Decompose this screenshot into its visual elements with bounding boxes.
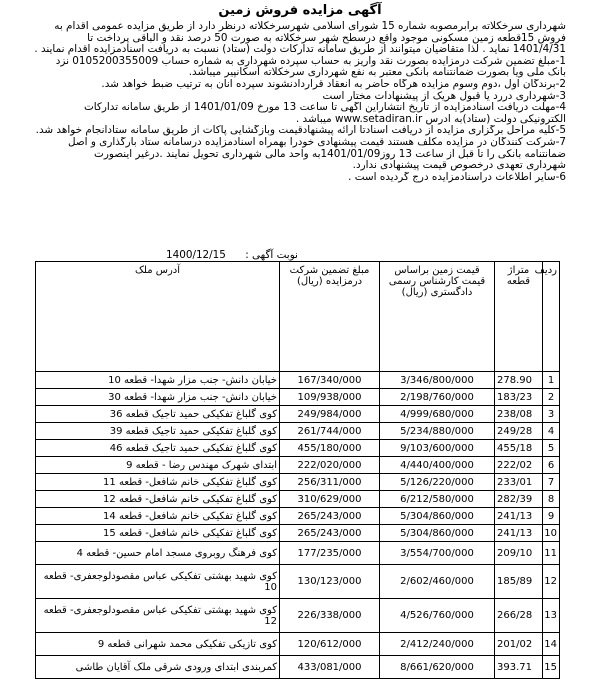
cell-row-number: 7 (543, 474, 560, 491)
cell-area: 233/01 (495, 474, 543, 491)
cell-row-number: 8 (543, 491, 560, 508)
cell-price: 2/412/240/000 (380, 633, 495, 656)
cell-area: 241/13 (495, 525, 543, 542)
table-row (36, 474, 560, 491)
table-body (36, 372, 560, 679)
paragraph-line: الکترونیکی دولت (ستاد)به آدرس www.setadiran.ir میباشد . (295, 113, 566, 125)
cell-address: کوی گلباغ تفکیکی حمید تاجیک قطعه 46 (36, 440, 280, 457)
cell-address: کوی فرهنگ روبروی مسجد امام حسین- قطعه 4 (36, 542, 280, 565)
table-row (36, 406, 560, 423)
cell-row-number: 12 (543, 565, 560, 599)
cell-price: 5/304/860/000 (380, 508, 495, 525)
cell-row-number: 13 (543, 599, 560, 633)
cell-area: 249/28 (495, 423, 543, 440)
table-row (36, 633, 560, 656)
cell-row-number: 14 (543, 633, 560, 656)
cell-price: 4/526/760/000 (380, 599, 495, 633)
paragraph-line: 2-برندگان اول ،دوم وسوم مزایده هرگاه حاضر به انعقاد قراردادنشوند سپرده آنان به ترتیب ضبط خواهد شد. (101, 78, 566, 90)
cell-deposit: 226/338/000 (280, 599, 380, 633)
cell-area: 201/02 (495, 633, 543, 656)
cell-area: 185/89 (495, 565, 543, 599)
table-row (36, 599, 560, 633)
table-header-row (36, 262, 560, 372)
paragraph-line: 5-کلیه مراحل برگزاری مزایده از دریافت اسنادتا ارائه پیشنهادقیمت وبازگشایی پاکات از طریق سامانه ستادانجام خواهد شد. (35, 125, 566, 137)
header-price: قیمت زمین براساس قیمت کارشناس رسمی دادگستری (ریال) (380, 262, 495, 372)
cell-address: کوی شهید بهشتی تفکیکی عباس مقصودلوجعفری- قطعه 12 (36, 599, 280, 633)
publish-line (150, 249, 298, 261)
publish-date: 1400/12/15 (166, 249, 226, 261)
header-row-number: ردیف (543, 262, 560, 372)
cell-deposit: 310/629/000 (280, 491, 380, 508)
cell-row-number: 11 (543, 542, 560, 565)
cell-deposit: 167/340/000 (280, 372, 380, 389)
cell-area: 266/28 (495, 599, 543, 633)
cell-row-number: 2 (543, 389, 560, 406)
cell-deposit: 433/081/000 (280, 656, 380, 679)
cell-address: خیابان دانش- جنب مزار شهدا- قطعه 30 (36, 389, 280, 406)
ad-body (34, 21, 566, 183)
paragraph-line: 3-شهرداری دررد یا قبول هریک از پیشنهادات مختار است (322, 90, 566, 102)
publish-label: نوبت آگهی : (245, 249, 298, 261)
cell-row-number: 5 (543, 440, 560, 457)
cell-area: 278.90 (495, 372, 543, 389)
cell-deposit: 265/243/000 (280, 525, 380, 542)
cell-price: 6/212/580/000 (380, 491, 495, 508)
cell-address: خیابان دانش- جنب مزار شهدا- قطعه 10 (36, 372, 280, 389)
cell-price: 5/126/220/000 (380, 474, 495, 491)
cell-address: کمربندی ابتدای ورودی شرقی ملک آقایان طاشی (36, 656, 280, 679)
cell-deposit: 261/744/000 (280, 423, 380, 440)
cell-row-number: 3 (543, 406, 560, 423)
cell-price: 3/346/800/000 (380, 372, 495, 389)
cell-row-number: 15 (543, 656, 560, 679)
cell-deposit: 455/180/000 (280, 440, 380, 457)
cell-area: 238/08 (495, 406, 543, 423)
cell-address: کوی گلباغ تفکیکی خانم شافعل- قطعه 11 (36, 474, 280, 491)
cell-price: 5/234/880/000 (380, 423, 495, 440)
paragraph-line: شهرداری سرخکلاته برابرمصوبه شماره 15 شورای اسلامی شهرسرخکلاته درنظر دارد از طریق مزایده عمومی اقدام به (54, 21, 566, 32)
page-title: آگهی مزایده فروش زمین (218, 3, 382, 18)
cell-address: کوی گلباغ تفکیکی حمید تاجیک قطعه 36 (36, 406, 280, 423)
cell-row-number: 6 (543, 457, 560, 474)
cell-address: کوی گلباغ تفکیکی حمید تاجیک قطعه 39 (36, 423, 280, 440)
cell-row-number: 9 (543, 508, 560, 525)
cell-row-number: 4 (543, 423, 560, 440)
cell-address: کوی گلباغ تفکیکی خانم شافعل- قطعه 14 (36, 508, 280, 525)
paragraph-line: 1-مبلغ تضمین شرکت درمزایده بصورت نقد واریز به حساب سپرده شهرداری به شماره حساب 0105200355009 نزد (55, 55, 566, 67)
cell-address: کوی شهید بهشتی تفکیکی عباس مقصودلوجعفری- قطعه 10 (36, 565, 280, 599)
header-area: متراژ قطعه (495, 262, 543, 372)
paragraph-line: 7-شرکت کنندگان در مزایده مکلف هستند قیمت پیشنهادی خودرا بهمراه اسنادمزایده درسامانه ستاد بارگذاری و اصل (67, 136, 566, 148)
cell-area: 393.71 (495, 656, 543, 679)
paragraph-line: 1401/4/31 نماید . لذا متقاضیان میتوانند از طریق سامانه تدارکات دولت (ستاد) نسبت به دریافت اسنادمزایده اقدام نمایند . (34, 44, 566, 56)
cell-price: 9/103/600/000 (380, 440, 495, 457)
cell-deposit: 222/020/000 (280, 457, 380, 474)
paragraph-line: شهرداری تعهدی درخصوص قیمت پیشنهادی ندارد. (352, 160, 566, 172)
cell-area: 209/10 (495, 542, 543, 565)
paragraph-line: 6-سایر اطلاعات دراسنادمزایده درج گردیده است . (348, 171, 566, 183)
lots-table (35, 261, 560, 679)
table-row (36, 508, 560, 525)
cell-area: 282/39 (495, 491, 543, 508)
cell-deposit: 256/311/000 (280, 474, 380, 491)
table-row (36, 542, 560, 565)
table-row (36, 491, 560, 508)
cell-price: 2/602/460/000 (380, 565, 495, 599)
cell-deposit: 265/243/000 (280, 508, 380, 525)
table-row (36, 423, 560, 440)
header-address: آدرس ملک (36, 262, 280, 372)
paragraph-line: 4-مهلت دریافت اسنادمزایده از تاریخ انتشاراین آگهی تا ساعت 13 مورخ 1401/01/09 از طریق سامانه تدارکات (83, 102, 566, 114)
table-row (36, 457, 560, 474)
cell-deposit: 109/938/000 (280, 389, 380, 406)
cell-row-number: 10 (543, 525, 560, 542)
cell-area: 222/02 (495, 457, 543, 474)
header-deposit: مبلغ تضمین شرکت درمزایده (ریال) (280, 262, 380, 372)
cell-address: ابتدای شهرک مهندس رضا - قطعه 9 (36, 457, 280, 474)
table-row (36, 440, 560, 457)
table-row (36, 389, 560, 406)
paragraph-line: بانک ملی ویا بصورت ضمانتنامه بانکی معتبر به نفع شهرداری سرخکلاته اسکانپیر میباشد. (188, 67, 566, 79)
cell-deposit: 249/984/000 (280, 406, 380, 423)
cell-deposit: 130/123/000 (280, 565, 380, 599)
cell-price: 2/198/760/000 (380, 389, 495, 406)
cell-deposit: 120/612/000 (280, 633, 380, 656)
paragraph-line: ضمانتنامه بانکی را تا قبل از ساعت 13 روز1401/01/09به واحد مالی شهرداری تحویل نمایند .درغیر اینصورت (94, 148, 566, 160)
cell-price: 4/440/400/000 (380, 457, 495, 474)
cell-price: 4/999/680/000 (380, 406, 495, 423)
cell-address: کوی گلباغ تفکیکی خانم شافعل- قطعه 12 (36, 491, 280, 508)
table-row (36, 565, 560, 599)
cell-price: 5/304/860/000 (380, 525, 495, 542)
cell-area: 183/23 (495, 389, 543, 406)
cell-price: 3/554/700/000 (380, 542, 495, 565)
cell-area: 241/13 (495, 508, 543, 525)
paragraph-line: فروش 15قطعه زمین مسکونی موجود واقع درسطح شهر سرخکلاته به صورت 50 درصد نقد و الباقی پرداخت تا (87, 32, 566, 44)
table-row (36, 372, 560, 389)
table-row (36, 656, 560, 679)
cell-price: 8/661/620/000 (380, 656, 495, 679)
cell-address: کوی تازیکی تفکیکی محمد شهرانی قطعه 9 (36, 633, 280, 656)
cell-address: کوی گلباغ تفکیکی خانم شافعل- قطعه 15 (36, 525, 280, 542)
cell-row-number: 1 (543, 372, 560, 389)
cell-deposit: 177/235/000 (280, 542, 380, 565)
table-row (36, 525, 560, 542)
cell-area: 455/18 (495, 440, 543, 457)
